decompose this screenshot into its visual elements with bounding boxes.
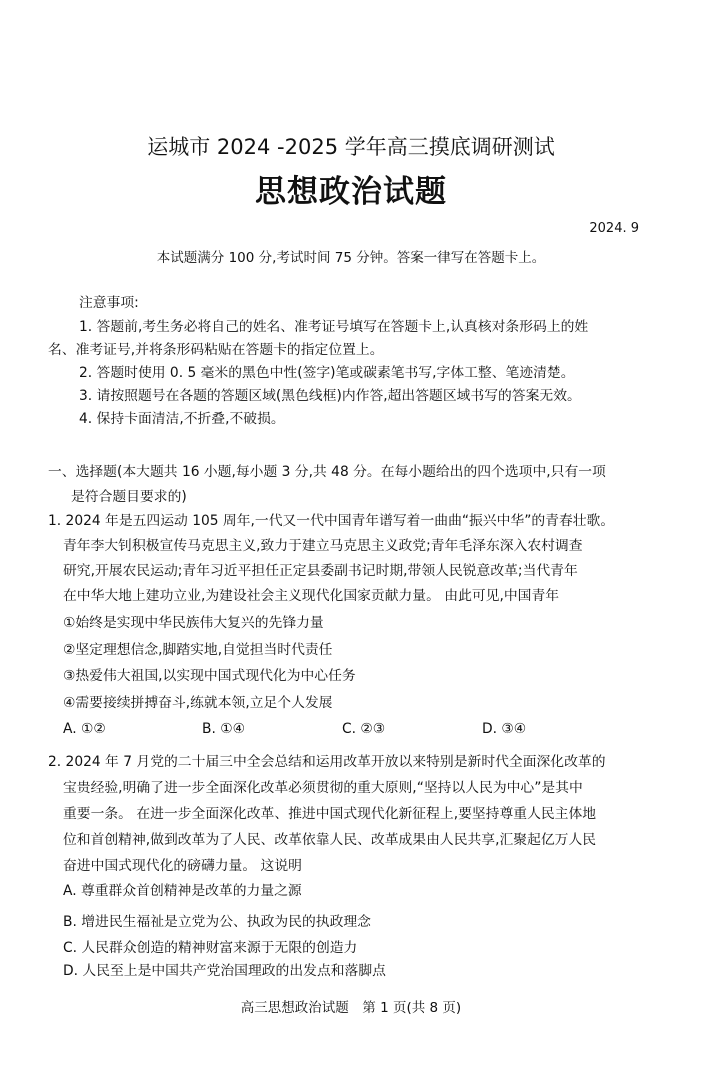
note-item-3: 3. 请按照题号在各题的答题区域(黑色线框)内作答,超出答题区域书写的答案无效。 [79,388,581,404]
question-2-option-d: D. 人民至上是中国共产党治国理政的出发点和落脚点 [63,963,386,979]
question-1-statement-1: ①始终是实现中华民族伟大复兴的先锋力量 [63,615,324,631]
question-2-stem-line-3: 重要一条。 在进一步全面深化改革、推进中国式现代化新征程上,要坚持尊重人民主体地 [63,806,597,822]
question-1-option-b: B. ①④ [202,721,245,737]
section-heading-line-1: 一、选择题(本大题共 16 小题,每小题 3 分,共 48 分。在每小题给出的四个选项中,只有一项 [48,464,606,480]
notes-title: 注意事项: [79,295,139,311]
exam-intro: 本试题满分 100 分,考试时间 75 分钟。答案一律写在答题卡上。 [156,250,546,266]
exam-title-line1: 运城市 2024 -2025 学年高三摸底调研测试 [147,135,555,159]
question-2-stem-line-5: 奋进中国式现代化的磅礴力量。 这说明 [63,858,302,874]
question-1-stem-line-2: 青年李大钊积极宣传马克思主义,致力于建立马克思主义政党;青年毛泽东深入农村调查 [63,538,583,554]
question-2-stem-line-1: 2. 2024 年 7 月党的二十届三中全会总结和运用改革开放以来特别是新时代全面深化改革的 [48,754,606,770]
exam-subject-title: 思想政治试题 [255,174,447,210]
question-1-statement-4: ④需要接续拼搏奋斗,练就本领,立足个人发展 [63,695,333,711]
question-1-stem-line-1: 1. 2024 年是五四运动 105 周年,一代又一代中国青年谱写着一曲曲“振兴中华”的青春壮歌。 [48,513,615,529]
question-2-option-c: C. 人民群众创造的精神财富来源于无限的创造力 [63,940,358,956]
page-footer: 高三思想政治试题 第 1 页(共 8 页) [240,1000,462,1016]
note-item-2: 2. 答题时使用 0. 5 毫米的黑色中性(签字)笔或碳素笔书写,字体工整、笔迹清楚。 [79,365,575,381]
note-item-4: 4. 保持卡面清洁,不折叠,不破损。 [79,411,285,427]
exam-date: 2024. 9 [589,221,639,236]
section-heading-line-2: 是符合题目要求的) [71,489,187,505]
question-1-option-a: A. ①② [63,721,106,737]
note-item-1-line-2: 名、准考证号,并将条形码粘贴在答题卡的指定位置上。 [48,342,384,358]
question-2-option-a: A. 尊重群众首创精神是改革的力量之源 [63,883,302,899]
question-1-option-d: D. ③④ [482,721,527,737]
question-1-stem-line-3: 研究,开展农民运动;青年习近平担任正定县委副书记时期,带领人民锐意改革;当代青年 [63,563,578,579]
question-1-stem-line-4: 在中华大地上建功立业,为建设社会主义现代化国家贡献力量。 由此可见,中国青年 [63,588,560,604]
question-1-statement-3: ③热爱伟大祖国,以实现中国式现代化为中心任务 [63,668,356,684]
question-1-statement-2: ②坚定理想信念,脚踏实地,自觉担当时代责任 [63,642,333,658]
question-2-stem-line-2: 宝贵经验,明确了进一步全面深化改革必须贯彻的重大原则,“坚持以人民为中心”是其中 [63,780,583,796]
question-1-option-c: C. ②③ [342,721,386,737]
note-item-1-line-1: 1. 答题前,考生务必将自己的姓名、准考证号填写在答题卡上,认真核对条形码上的姓 [79,319,589,335]
question-2-option-b: B. 增进民生福祉是立党为公、执政为民的执政理念 [63,914,371,930]
question-2-stem-line-4: 位和首创精神,做到改革为了人民、改革依靠人民、改革成果由人民共享,汇聚起亿万人民 [63,832,597,848]
